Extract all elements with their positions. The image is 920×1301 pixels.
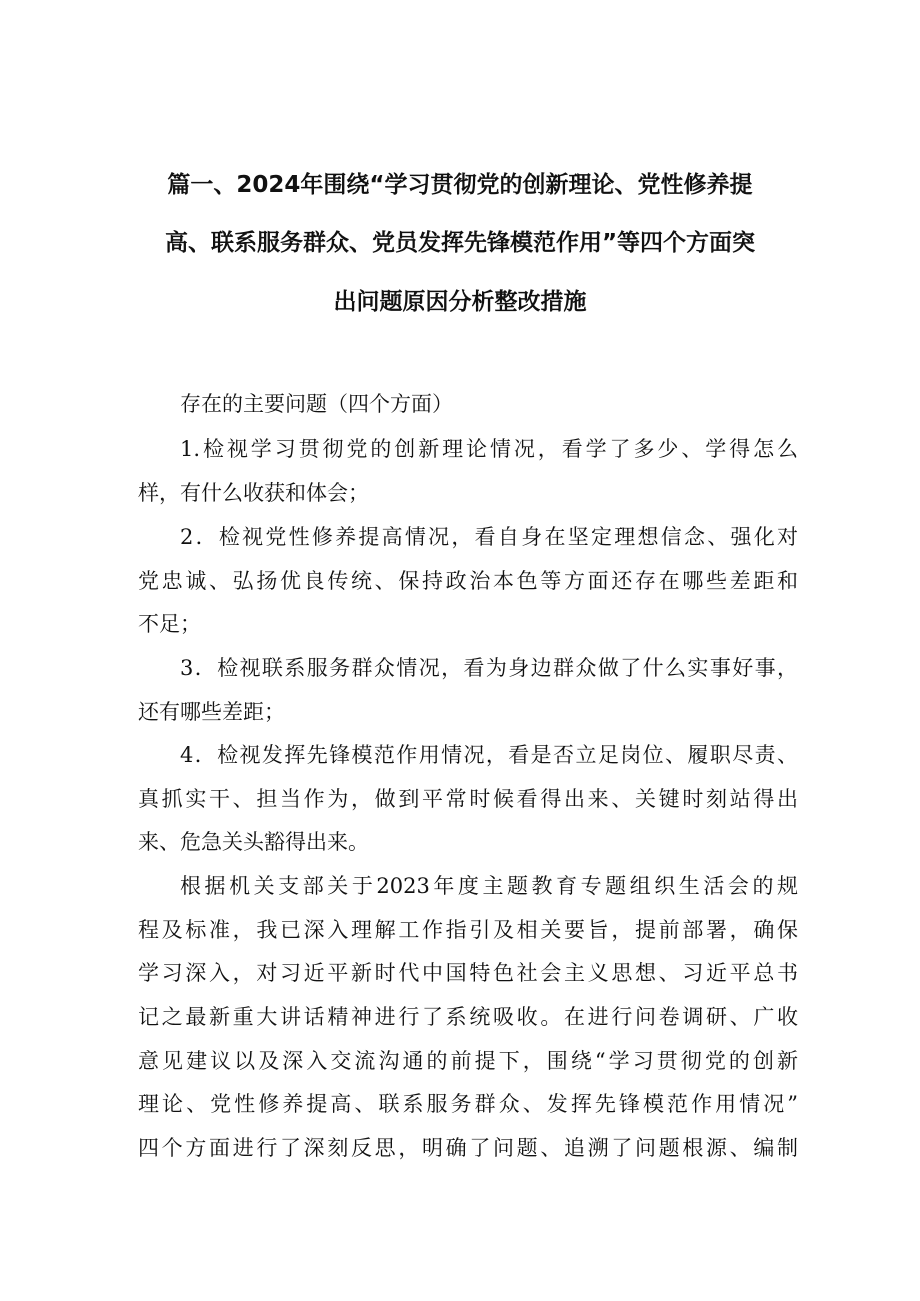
item-4-line-2: 真抓实干、担当作为，做到平常时候看得出来、关键时刻站得出 [138,787,798,811]
item-2-line-3: 不足； [138,612,201,636]
title-line-1: 篇一、2024年围绕“学习贯彻党的创新理论、党性修养提 [167,172,753,198]
item-4-line-3: 来、危急关头豁得出来。 [138,830,369,854]
paragraph-line-3: 学习深入，对习近平新时代中国特色社会主义思想、习近平总书 [138,961,798,985]
paragraph-line-6: 理论、党性修养提高、联系服务群众、发挥先锋模范作用情况” [138,1092,798,1116]
paragraph-line-2: 程及标准，我已深入理解工作指引及相关要旨，提前部署，确保 [138,918,798,942]
item-2-line-2: 党忠诚、弘扬优良传统、保持政治本色等方面还存在哪些差距和 [138,569,798,593]
item-1-line-2: 样，有什么收获和体会； [138,481,369,505]
item-3-line-2: 还有哪些差距； [138,700,285,724]
item-1-line-1: 1.检视学习贯彻党的创新理论情况，看学了多少、学得怎么 [180,437,798,461]
title-line-3: 出问题原因分析整改措施 [333,289,587,315]
paragraph-line-7: 四个方面进行了深刻反思，明确了问题、追溯了问题根源、编制 [138,1136,798,1160]
section-heading: 存在的主要问题（四个方面） [180,392,453,416]
item-2-line-1: 2．检视党性修养提高情况，看自身在坚定理想信念、强化对 [180,525,798,549]
paragraph-line-5: 意见建议以及深入交流沟通的前提下，围绕“学习贯彻党的创新 [138,1049,798,1073]
item-3-line-1: 3．检视联系服务群众情况，看为身边群众做了什么实事好事， [180,656,798,680]
paragraph-line-1: 根据机关支部关于2023年度主题教育专题组织生活会的规 [180,874,798,898]
paragraph-line-4: 记之最新重大讲话精神进行了系统吸收。在进行问卷调研、广收 [138,1005,798,1029]
item-4-line-1: 4．检视发挥先锋模范作用情况，看是否立足岗位、履职尽责、 [180,743,798,767]
title-line-2: 高、联系服务群众、党员发挥先锋模范作用”等四个方面突 [164,230,756,256]
